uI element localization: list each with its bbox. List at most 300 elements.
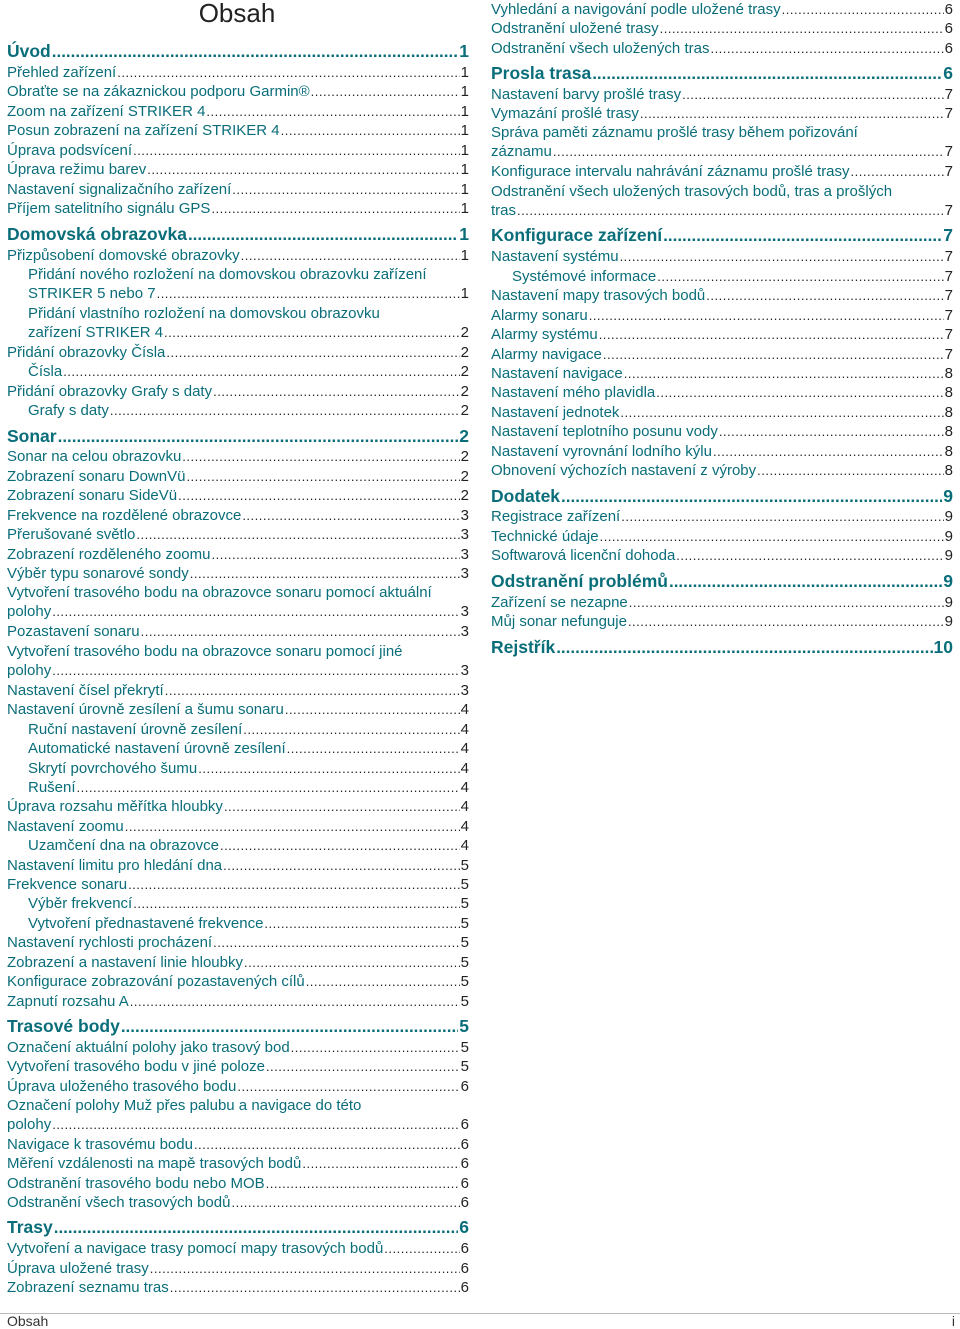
dot-leader: [384, 1239, 459, 1258]
toc-page-number: 3: [460, 507, 469, 524]
page-title: Obsah: [198, 0, 276, 28]
toc-page-number: 7: [944, 326, 953, 343]
toc-entry-skryti-povrchoveho-sumu[interactable]: [28, 759, 469, 778]
dot-leader: [231, 1193, 459, 1212]
toc-entry-nastaveni-teplotniho-posunu-vody[interactable]: [491, 422, 953, 441]
toc-entry-alarmy-systemu[interactable]: [491, 325, 953, 344]
toc-entry-title: Přidání obrazovky Čísla: [7, 344, 166, 361]
toc-entry-title: Nastavení čísel překrytí: [7, 682, 164, 699]
toc-entry-title-continued: STRIKER 5 nebo 7: [28, 285, 156, 302]
dot-leader: [186, 467, 459, 486]
dot-leader: [241, 246, 460, 265]
toc-entry-uprava-rezimu-barev[interactable]: [7, 160, 469, 179]
dot-leader: [224, 797, 460, 816]
footer-page-number: i: [951, 1313, 955, 1329]
dot-leader: [77, 778, 460, 797]
toc-entry-technicke-udaje[interactable]: [491, 527, 953, 546]
toc-entry-grafy-s-daty[interactable]: [28, 401, 469, 420]
toc-entry-vytvoreni-trasoveho-bodu-v-jine-poloze[interactable]: [7, 1057, 469, 1076]
toc-page-number: 8: [944, 365, 953, 382]
toc-entry-nastaveni-rychlosti-prochazeni[interactable]: [7, 933, 469, 952]
toc-entry-zobrazeni-rozdeleneho-zoomu[interactable]: [7, 545, 469, 564]
toc-entry-title: Úprava uloženého trasového bodu: [7, 1078, 237, 1095]
dot-leader: [52, 1115, 459, 1134]
toc-entry-title: Zobrazení seznamu tras: [7, 1279, 169, 1296]
dot-leader: [147, 160, 459, 179]
dot-leader: [660, 19, 944, 38]
toc-entry-title: Vytvoření trasového bodu v jiné poloze: [7, 1058, 265, 1075]
toc-entry-cisla[interactable]: [28, 362, 469, 381]
toc-entry-vytvoreni-a-navigace-trasy-pomoci-mapy-t[interactable]: [7, 1239, 469, 1258]
dot-leader: [182, 447, 459, 466]
toc-entry-frekvence-na-rozdelene-obrazovce[interactable]: [7, 506, 469, 525]
toc-entry-title: Můj sonar nefunguje: [491, 613, 627, 630]
toc-page-number: 4: [460, 760, 469, 777]
dot-leader: [220, 836, 460, 855]
toc-page-number: 6: [460, 1116, 469, 1133]
dot-leader: [556, 636, 932, 659]
toc-entry-title: Odstranění všech uložených trasových bodů, tras a prošlých: [491, 183, 893, 200]
toc-entry-title: Uzamčení dna na obrazovce: [28, 837, 219, 854]
toc-entry-zobrazeni-sonaru-downvu[interactable]: [7, 467, 469, 486]
toc-page-number: 6: [943, 63, 953, 83]
toc-entry-title: Zařízení se nezapne: [491, 594, 628, 611]
toc-entry-title: Konfigurace zařízení: [491, 225, 663, 245]
toc-entry-title: Odstranění všech trasových bodů: [7, 1194, 231, 1211]
dot-leader: [266, 1174, 460, 1193]
toc-page-number: 2: [460, 448, 469, 465]
toc-entry-title-continued: záznamu: [491, 143, 552, 160]
footer-section-label: Obsah: [7, 1313, 49, 1329]
toc-entry-obnoveni-vychozich-nastaveni-z-vyroby[interactable]: [491, 461, 953, 480]
toc-entry-title: Obnovení výchozích nastavení z výroby: [491, 462, 757, 479]
toc-page-number: 6: [460, 1240, 469, 1257]
toc-entry-nastaveni-meho-plavidla[interactable]: [491, 383, 953, 402]
dot-leader: [603, 345, 944, 364]
dot-leader: [669, 570, 942, 593]
toc-page-number: 2: [460, 402, 469, 419]
toc-heading-sonar[interactable]: [7, 425, 469, 447]
dot-leader: [629, 593, 944, 612]
dot-leader: [150, 1259, 460, 1278]
toc-entry-title: Přehled zařízení: [7, 64, 117, 81]
dot-leader: [164, 323, 460, 342]
toc-entry-zoom-na-zarizeni-striker-4[interactable]: [7, 102, 469, 121]
dot-leader: [302, 1154, 459, 1173]
toc-page-number: 2: [460, 468, 469, 485]
dot-leader: [287, 739, 460, 758]
toc-page-number: 4: [460, 701, 469, 718]
toc-entry-uprava-ulozeneho-trasoveho-bodu[interactable]: [7, 1077, 469, 1096]
toc-entry-pridani-obrazovky-grafy-s-daty[interactable]: [7, 382, 469, 401]
toc-entry-posun-zobrazeni-na-zarizeni-striker-4[interactable]: [7, 121, 469, 140]
toc-entry-title: Vyhledání a navigování podle uložené trasy: [491, 1, 781, 18]
toc-entry-title: Alarmy systému: [491, 326, 598, 343]
toc-entry-title: Systémové informace: [512, 268, 657, 285]
toc-page-number: 3: [460, 682, 469, 699]
toc-page-number: 1: [460, 200, 469, 217]
toc-page-number: 3: [460, 603, 469, 620]
toc-entry-title: Vytvoření trasového bodu na obrazovce sonaru pomocí aktuální: [7, 584, 432, 601]
toc-entry-nastaveni-systemu[interactable]: [491, 247, 953, 266]
dot-leader: [157, 284, 460, 303]
toc-entry-title: Nastavení navigace: [491, 365, 623, 382]
toc-entry-odstraneni-vsech-trasovych-bodu[interactable]: [7, 1193, 469, 1212]
toc-heading-odstraneni-problemu[interactable]: [491, 570, 953, 592]
toc-entry-title: Skrytí povrchového šumu: [28, 760, 198, 777]
toc-entry-ruseni[interactable]: [28, 778, 469, 797]
toc-page-number: 5: [460, 876, 469, 893]
toc-entry-title: Ruční nastavení úrovně zesílení: [28, 721, 243, 738]
toc-entry-sonar-na-celou-obrazovku[interactable]: [7, 447, 469, 466]
toc-entry-konfigurace-zobrazovani-pozastavenych-ci[interactable]: [7, 972, 469, 991]
toc-entry-frekvence-sonaru[interactable]: [7, 875, 469, 894]
toc-entry-title: Nastavení teplotního posunu vody: [491, 423, 718, 440]
dot-leader: [223, 856, 460, 875]
dot-leader: [640, 104, 944, 123]
dot-leader: [266, 1057, 460, 1076]
toc-entry-oznaceni-polohy-muz-pres-palubu-a-naviga[interactable]: [7, 1096, 469, 1134]
toc-entry-automaticke-nastaveni-urovne-zesileni[interactable]: [28, 739, 469, 758]
dot-leader: [306, 972, 460, 991]
toc-entry-oznaceni-aktualni-polohy-jako-trasovy-bo[interactable]: [7, 1038, 469, 1057]
dot-leader: [58, 425, 459, 448]
toc-entry-vytvoreni-prednastavene-frekvence[interactable]: [28, 914, 469, 933]
toc-entry-title: Trasové body: [7, 1016, 120, 1036]
toc-entry-title: Zobrazení rozděleného zoomu: [7, 546, 211, 563]
dot-leader: [851, 162, 944, 181]
toc-entry-pridani-noveho-rozlozeni-na-domovskou-ob[interactable]: [28, 265, 469, 303]
dot-leader: [782, 0, 944, 19]
toc-entry-title: Odstranění uložené trasy: [491, 20, 659, 37]
toc-entry-title-continued: zařízení STRIKER 4: [28, 324, 164, 341]
toc-entry-title: Alarmy sonaru: [491, 307, 588, 324]
toc-page-number: 5: [460, 857, 469, 874]
toc-entry-title: Alarmy navigace: [491, 346, 602, 363]
dot-leader: [517, 201, 944, 220]
dot-leader: [624, 364, 944, 383]
toc-page-number: 5: [460, 1058, 469, 1075]
dot-leader: [311, 82, 460, 101]
dot-leader: [141, 622, 460, 641]
toc-page-number: 1: [459, 41, 469, 61]
toc-entry-title: Zoom na zařízení STRIKER 4: [7, 103, 206, 120]
toc-entry-odstraneni-vsech-ulozenych-trasovych-bod[interactable]: [491, 182, 953, 220]
toc-entry-title-continued: polohy: [7, 603, 52, 620]
toc-entry-odstraneni-vsech-ulozenych-tras[interactable]: [491, 39, 953, 58]
toc-page-number: 1: [460, 161, 469, 178]
dot-leader: [713, 442, 944, 461]
toc-page-number: 10: [933, 637, 953, 657]
toc-heading-prosla-trasa[interactable]: [491, 62, 953, 84]
toc-page-number: 3: [460, 623, 469, 640]
toc-page-number: 1: [460, 181, 469, 198]
toc-entry-title: Označení aktuální polohy jako trasový bod: [7, 1039, 290, 1056]
toc-entry-title-continued: tras: [491, 202, 517, 219]
toc-entry-title: Přerušované světlo: [7, 526, 136, 543]
dot-leader: [52, 661, 459, 680]
toc-heading-konfigurace-zarizeni[interactable]: [491, 224, 953, 246]
toc-entry-odstraneni-ulozene-trasy[interactable]: [491, 19, 953, 38]
toc-page-number: 4: [460, 837, 469, 854]
toc-entry-nastaveni-limitu-pro-hledani-dna[interactable]: [7, 856, 469, 875]
toc-entry-title: Nastavení úrovně zesílení a šumu sonaru: [7, 701, 284, 718]
dot-leader: [128, 875, 460, 894]
toc-entry-sprava-pameti-zaznamu-prosle-trasy-behem[interactable]: [491, 123, 953, 161]
toc-entry-title: Automatické nastavení úrovně zesílení: [28, 740, 286, 757]
toc-entry-title: Čísla: [28, 363, 63, 380]
toc-entry-uprava-podsviceni[interactable]: [7, 141, 469, 160]
toc-entry-title: Odstranění trasového bodu nebo MOB: [7, 1175, 265, 1192]
toc-page-number: 7: [944, 202, 953, 219]
toc-entry-title: Nastavení jednotek: [491, 404, 620, 421]
toc-page-number: 9: [944, 613, 953, 630]
toc-page-number: 9: [944, 528, 953, 545]
dot-leader: [133, 141, 460, 160]
toc-entry-vytvoreni-trasoveho-bodu-na-obrazovce-so[interactable]: [7, 583, 469, 621]
toc-entry-registrace-zarizeni[interactable]: [491, 507, 953, 526]
dot-leader: [213, 382, 460, 401]
toc-entry-title: Vytvoření trasového bodu na obrazovce sonaru pomocí jiné: [7, 643, 403, 660]
toc-page-number: 5: [460, 1039, 469, 1056]
toc-page-number: 9: [944, 508, 953, 525]
toc-page-number: 1: [459, 224, 469, 244]
toc-page-number: 7: [944, 143, 953, 160]
toc-entry-title: Sonar na celou obrazovku: [7, 448, 182, 465]
toc-page-number: 6: [944, 20, 953, 37]
toc-page-number: 4: [460, 779, 469, 796]
toc-entry-nastaveni-zoomu[interactable]: [7, 817, 469, 836]
toc-entry-zobrazeni-sonaru-sidevu[interactable]: [7, 486, 469, 505]
toc-entry-title: Příjem satelitního signálu GPS: [7, 200, 211, 217]
dot-leader: [243, 720, 459, 739]
toc-page-number: 6: [460, 1194, 469, 1211]
dot-leader: [757, 461, 944, 480]
dot-leader: [285, 700, 460, 719]
toc-entry-vyber-typu-sonarove-sondy[interactable]: [7, 564, 469, 583]
toc-entry-title: Zobrazení a nastavení linie hloubky: [7, 954, 243, 971]
toc-entry-prijem-satelitniho-signalu-gps[interactable]: [7, 199, 469, 218]
toc-entry-title: Technické údaje: [491, 528, 599, 545]
toc-page-number: 7: [944, 163, 953, 180]
toc-entry-title: Vytvoření a navigace trasy pomocí mapy trasových bodů: [7, 1240, 384, 1257]
toc-heading-dodatek[interactable]: [491, 485, 953, 507]
toc-entry-title: Odstranění všech uložených tras: [491, 40, 710, 57]
dot-leader: [600, 527, 944, 546]
toc-page-number: 6: [459, 1217, 469, 1237]
dot-leader: [190, 564, 460, 583]
toc-page-number: 4: [460, 721, 469, 738]
toc-page-number: 6: [460, 1175, 469, 1192]
toc-entry-title: Označení polohy Muž přes palubu a navigace do této: [7, 1097, 362, 1114]
toc-entry-title: Úprava uložené trasy: [7, 1260, 149, 1277]
dot-leader: [281, 121, 460, 140]
toc-page-number: 3: [460, 565, 469, 582]
toc-entry-title: Frekvence na rozdělené obrazovce: [7, 507, 242, 524]
toc-entry-pozastaveni-sonaru[interactable]: [7, 622, 469, 641]
toc-page-number: 3: [460, 526, 469, 543]
dot-leader: [117, 63, 459, 82]
toc-page-number: 8: [944, 404, 953, 421]
toc-page-number: 5: [460, 973, 469, 990]
toc-page-number: 6: [460, 1260, 469, 1277]
dot-leader: [592, 62, 942, 85]
toc-entry-title: Konfigurace zobrazování pozastavených cílů: [7, 973, 305, 990]
toc-page-number: 5: [459, 1016, 469, 1036]
toc-page-number: 1: [460, 142, 469, 159]
dot-leader: [621, 507, 943, 526]
dot-leader: [589, 306, 944, 325]
toc-page-number: 1: [460, 122, 469, 139]
toc-page-number: 6: [460, 1279, 469, 1296]
toc-entry-zobrazeni-a-nastaveni-linie-hloubky[interactable]: [7, 953, 469, 972]
dot-leader: [620, 247, 944, 266]
toc-page-number: 2: [460, 324, 469, 341]
toc-entry-systemove-informace[interactable]: [512, 267, 953, 286]
dot-leader: [211, 199, 459, 218]
toc-entry-title-continued: polohy: [7, 1116, 52, 1133]
toc-page-number: 7: [944, 105, 953, 122]
toc-page-number: 6: [944, 1, 953, 18]
footer-divider: [0, 1313, 960, 1314]
toc-entry-alarmy-navigace[interactable]: [491, 345, 953, 364]
toc-entry-title: Úprava podsvícení: [7, 142, 133, 159]
toc-entry-title: Úvod: [7, 41, 51, 61]
dot-leader: [710, 39, 943, 58]
toc-entry-prizpusobeni-domovske-obrazovky[interactable]: [7, 246, 469, 265]
toc-heading-trasy[interactable]: [7, 1216, 469, 1238]
toc-entry-title: Obraťte se na zákaznickou podporu Garmin®: [7, 83, 310, 100]
toc-entry-nastaveni-navigace[interactable]: [491, 364, 953, 383]
toc-page-number: 9: [944, 594, 953, 611]
toc-entry-uzamceni-dna-na-obrazovce[interactable]: [28, 836, 469, 855]
dot-leader: [133, 894, 459, 913]
toc-entry-title: Sonar: [7, 426, 57, 446]
dot-leader: [264, 914, 459, 933]
toc-entry-vyber-frekvenci[interactable]: [28, 894, 469, 913]
toc-page-number: 5: [460, 895, 469, 912]
toc-entry-title: Přizpůsobení domovské obrazovky: [7, 247, 240, 264]
toc-entry-nastaveni-vyrovnani-lodniho-kylu[interactable]: [491, 442, 953, 461]
toc-entry-obratte-se-na-zakaznickou-podporu-garmin[interactable]: [7, 82, 469, 101]
toc-page-number: 5: [460, 954, 469, 971]
dot-leader: [121, 1015, 458, 1038]
toc-entry-softwarova-licencni-dohoda[interactable]: [491, 546, 953, 565]
toc-entry-prerusovane-svetlo[interactable]: [7, 525, 469, 544]
dot-leader: [130, 992, 460, 1011]
toc-entry-nastaveni-cisel-prekryti[interactable]: [7, 681, 469, 700]
toc-entry-zapnuti-rozsahu-a[interactable]: [7, 992, 469, 1011]
toc-entry-prehled-zarizeni[interactable]: [7, 63, 469, 82]
toc-entry-vymazani-prosle-trasy[interactable]: [491, 104, 953, 123]
toc-heading-domovska-obrazovka[interactable]: [7, 223, 469, 245]
toc-page-number: 7: [943, 225, 953, 245]
toc-page-number: 1: [460, 64, 469, 81]
toc-page-number: 7: [944, 346, 953, 363]
toc-page-number: 2: [459, 426, 469, 446]
dot-leader: [54, 1216, 459, 1239]
toc-entry-alarmy-sonaru[interactable]: [491, 306, 953, 325]
toc-entry-title: Úprava rozsahu měřítka hloubky: [7, 798, 223, 815]
toc-entry-uprava-rozsahu-meritka-hloubky[interactable]: [7, 797, 469, 816]
toc-page-number: 7: [944, 248, 953, 265]
toc-entry-title: Konfigurace intervalu nahrávání záznamu prošlé trasy: [491, 163, 850, 180]
dot-leader: [63, 362, 459, 381]
dot-leader: [211, 545, 459, 564]
toc-page-number: 7: [944, 268, 953, 285]
toc-entry-title: Výběr typu sonarové sondy: [7, 565, 189, 582]
toc-entry-nastaveni-jednotek[interactable]: [491, 403, 953, 422]
toc-entry-nastaveni-signalizacniho-zarizeni[interactable]: [7, 180, 469, 199]
toc-page-number: 2: [460, 383, 469, 400]
toc-entry-nastaveni-urovne-zesileni-a-sumu-sonaru[interactable]: [7, 700, 469, 719]
dot-leader: [620, 403, 943, 422]
toc-entry-uprava-ulozene-trasy[interactable]: [7, 1259, 469, 1278]
toc-entry-title: Vymazání prošlé trasy: [491, 105, 639, 122]
toc-page-number: 5: [460, 993, 469, 1010]
toc-page-number: 6: [460, 1136, 469, 1153]
toc-entry-pridani-obrazovky-cisla[interactable]: [7, 343, 469, 362]
toc-entry-muj-sonar-nefunguje[interactable]: [491, 612, 953, 631]
toc-entry-title: Vytvoření přednastavené frekvence: [28, 915, 264, 932]
toc-entry-odstraneni-trasoveho-bodu-nebo-mob[interactable]: [7, 1174, 469, 1193]
toc-entry-title: Přidání nového rozložení na domovskou obrazovku zařízení: [28, 266, 427, 283]
toc-heading-trasove-body[interactable]: [7, 1015, 469, 1037]
toc-page-number: 9: [943, 486, 953, 506]
toc-entry-title: Navigace k trasovému bodu: [7, 1136, 193, 1153]
toc-heading-rejstrik[interactable]: [491, 636, 953, 658]
toc-entry-vyhledani-a-navigovani-podle-ulozene-tra[interactable]: [491, 0, 953, 19]
toc-entry-vytvoreni-trasoveho-bodu-na-obrazovce-so[interactable]: [7, 642, 469, 680]
toc-entry-title-continued: polohy: [7, 662, 52, 679]
dot-leader: [682, 85, 944, 104]
toc-entry-title: Úprava režimu barev: [7, 161, 147, 178]
toc-entry-konfigurace-intervalu-nahravani-zaznamu-[interactable]: [491, 162, 953, 181]
toc-page-number: 6: [944, 40, 953, 57]
toc-entry-nastaveni-mapy-trasovych-bodu[interactable]: [491, 286, 953, 305]
toc-entry-nastaveni-barvy-prosle-trasy[interactable]: [491, 85, 953, 104]
toc-page-number: 9: [944, 547, 953, 564]
toc-heading-uvod[interactable]: [7, 40, 469, 62]
toc-entry-navigace-k-trasovemu-bodu[interactable]: [7, 1135, 469, 1154]
toc-page-number: 1: [460, 285, 469, 302]
toc-entry-title: Přidání vlastního rozložení na domovskou obrazovku: [28, 305, 380, 322]
dot-leader: [657, 267, 943, 286]
toc-entry-title: Domovská obrazovka: [7, 224, 187, 244]
toc-entry-title: Softwarová licenční dohoda: [491, 547, 676, 564]
toc-entry-title: Grafy s daty: [28, 402, 109, 419]
toc-entry-zarizeni-se-nezapne[interactable]: [491, 593, 953, 612]
toc-entry-title: Nastavení limitu pro hledání dna: [7, 857, 223, 874]
dot-leader: [194, 1135, 460, 1154]
toc-entry-zobrazeni-seznamu-tras[interactable]: [7, 1278, 469, 1297]
toc-entry-rucni-nastaveni-urovne-zesileni[interactable]: [28, 720, 469, 739]
toc-entry-title: Správa paměti záznamu prošlé trasy během pořizování: [491, 124, 858, 141]
toc-page-number: 2: [460, 363, 469, 380]
dot-leader: [599, 325, 944, 344]
toc-page-number: 5: [460, 934, 469, 951]
toc-entry-pridani-vlastniho-rozlozeni-na-domovskou[interactable]: [28, 304, 469, 342]
dot-leader: [553, 142, 944, 161]
dot-leader: [676, 546, 943, 565]
toc-entry-title: Posun zobrazení na zařízení STRIKER 4: [7, 122, 280, 139]
dot-leader: [232, 180, 459, 199]
toc-page-number: 1: [460, 103, 469, 120]
toc-entry-title: Zobrazení sonaru SideVü: [7, 487, 178, 504]
dot-leader: [237, 1077, 459, 1096]
toc-page-number: 8: [944, 462, 953, 479]
toc-entry-mereni-vzdalenosti-na-mape-trasovych-bod[interactable]: [7, 1154, 469, 1173]
